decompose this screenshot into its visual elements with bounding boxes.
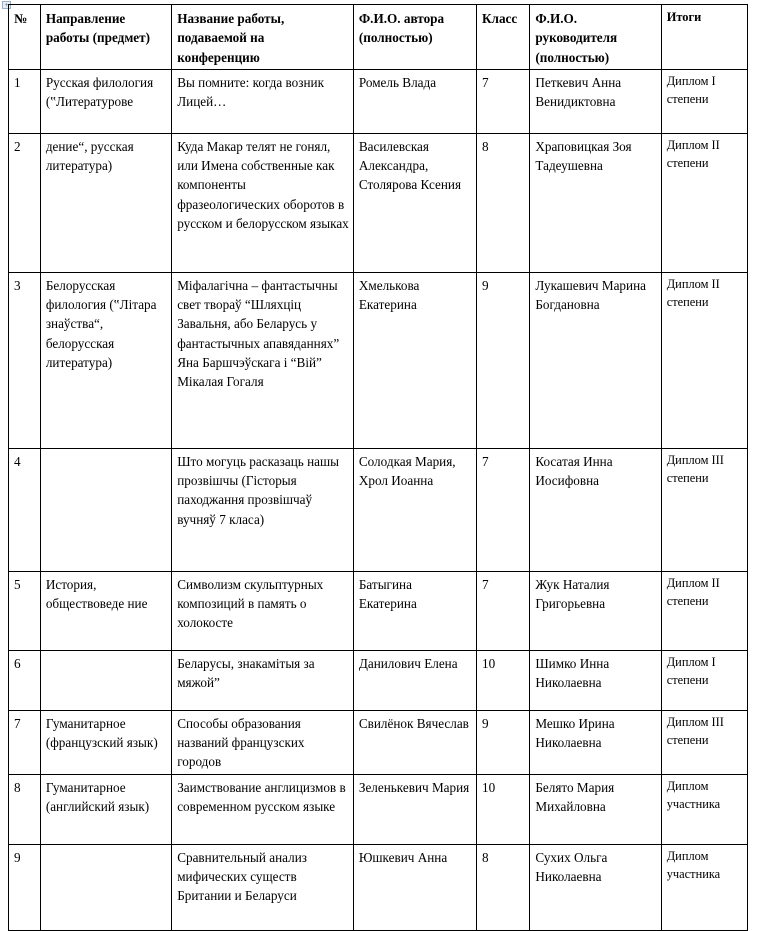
cell-grade-text: 8 bbox=[482, 138, 489, 154]
cell-grade-text: 9 bbox=[482, 715, 489, 731]
cell-field-text: Белорусская филология (‟Літара знаўства“, белорусская литература) bbox=[45, 277, 157, 370]
cell-author-text: Данилович Елена bbox=[358, 655, 458, 671]
cell-field-text: Гуманитарное (французский язык) bbox=[45, 715, 158, 751]
cell-author-text: Зеленькевич Мария bbox=[358, 779, 470, 795]
cell-field bbox=[40, 844, 171, 930]
column-header-field: Направление работы (предмет) bbox=[40, 5, 171, 70]
cell-result bbox=[661, 650, 747, 710]
cell-field-text: История, обществоведе ние bbox=[45, 576, 148, 612]
column-header-author: Ф.И.О. автора (полностью) bbox=[353, 5, 476, 70]
cell-number bbox=[9, 69, 41, 133]
cell-title bbox=[172, 774, 354, 844]
column-header-grade: Класс bbox=[477, 5, 530, 70]
cell-field bbox=[40, 272, 171, 448]
cell-number-text: 5 bbox=[14, 576, 21, 592]
cell-result bbox=[661, 571, 747, 650]
cell-grade bbox=[477, 650, 530, 710]
cell-title-text: Вы помните: когда возник Лицей… bbox=[177, 74, 324, 110]
cell-field bbox=[40, 69, 171, 133]
cell-field-text: Русская филология (‟Литературове bbox=[45, 74, 154, 110]
cell-result-text: Диплом II степени bbox=[666, 276, 720, 309]
cell-title bbox=[172, 69, 354, 133]
table-header bbox=[9, 5, 748, 70]
cell-supervisor bbox=[530, 571, 661, 650]
cell-field bbox=[40, 710, 171, 774]
cell-title-text: Што могуць расказаць нашы прозвішчы (Гісторыя паходжання прозвішчаў вучняў 7 класа) bbox=[177, 453, 339, 527]
cell-field bbox=[40, 133, 171, 272]
cell-result bbox=[661, 69, 747, 133]
cell-author bbox=[353, 272, 476, 448]
cell-author bbox=[353, 710, 476, 774]
table-row bbox=[9, 650, 748, 710]
cell-result bbox=[661, 710, 747, 774]
cell-grade bbox=[477, 844, 530, 930]
cell-author-text: Батыгина Екатерина bbox=[358, 576, 417, 612]
column-header-result: Итоги bbox=[661, 5, 747, 70]
cell-number bbox=[9, 650, 41, 710]
cell-title-text: Способы образования названий французских городов bbox=[177, 715, 305, 770]
cell-title-text: Беларусы, знакамітыя за мяжой” bbox=[177, 655, 315, 691]
cell-supervisor-text: Жук Наталия Григорьевна bbox=[535, 576, 610, 612]
cell-field bbox=[40, 774, 171, 844]
cell-number-text: 9 bbox=[14, 849, 21, 865]
cell-field-text: дение“, русская литература) bbox=[45, 138, 134, 174]
table-row bbox=[9, 710, 748, 774]
column-header-number: № bbox=[9, 5, 41, 70]
cell-result-text: Диплом III степени bbox=[666, 714, 724, 747]
cell-number bbox=[9, 571, 41, 650]
cell-number bbox=[9, 133, 41, 272]
cell-field-text: Гуманитарное (английский язык) bbox=[45, 779, 150, 814]
table-row bbox=[9, 69, 748, 133]
cell-number-text: 6 bbox=[14, 655, 21, 671]
cell-supervisor bbox=[530, 69, 661, 133]
cell-result-text: Диплом участника bbox=[666, 848, 721, 881]
cell-title-text: Куда Макар телят не гонял, или Имена собственные как компоненты фразеологических оборотов в русском и белорусском языках bbox=[177, 138, 349, 231]
cell-number-text: 8 bbox=[14, 779, 21, 795]
cell-grade-text: 10 bbox=[482, 779, 496, 795]
scroll-marker[interactable]: + bbox=[2, 1, 11, 9]
cell-title bbox=[172, 448, 354, 571]
cell-result bbox=[661, 133, 747, 272]
cell-title bbox=[172, 571, 354, 650]
cell-supervisor bbox=[530, 448, 661, 571]
cell-author bbox=[353, 650, 476, 710]
cell-result-text: Диплом I степени bbox=[666, 73, 716, 106]
cell-grade bbox=[477, 133, 530, 272]
table-body bbox=[9, 69, 748, 930]
cell-author bbox=[353, 69, 476, 133]
cell-supervisor-text: Белято Мария Михайловна bbox=[535, 779, 615, 814]
cell-author-text: Ромель Влада bbox=[358, 74, 437, 90]
cell-number-text: 7 bbox=[14, 715, 21, 731]
cell-supervisor bbox=[530, 650, 661, 710]
cell-result-text: Диплом II степени bbox=[666, 137, 720, 170]
cell-title bbox=[172, 844, 354, 930]
cell-author bbox=[353, 774, 476, 844]
cell-supervisor bbox=[530, 133, 661, 272]
cell-result bbox=[661, 272, 747, 448]
cell-result bbox=[661, 448, 747, 571]
cell-supervisor-text: Сухих Ольга Николаевна bbox=[535, 849, 608, 884]
cell-supervisor-text: Петкевич Анна Венидиктовна bbox=[535, 74, 622, 110]
cell-author-text: Солодкая Мария, Хрол Иоанна bbox=[358, 453, 456, 489]
cell-result-text: Диплом I степени bbox=[666, 654, 716, 687]
cell-grade bbox=[477, 571, 530, 650]
cell-number-text: 2 bbox=[14, 138, 21, 154]
cell-title bbox=[172, 710, 354, 774]
table-row bbox=[9, 571, 748, 650]
table-row bbox=[9, 133, 748, 272]
cell-supervisor-text: Лукашевич Марина Богдановна bbox=[535, 277, 646, 313]
cell-title-text: Символизм скульптурных композиций в память о холокосте bbox=[177, 576, 324, 631]
cell-supervisor bbox=[530, 774, 661, 844]
cell-grade-text: 7 bbox=[482, 453, 489, 469]
cell-supervisor bbox=[530, 844, 661, 930]
cell-number bbox=[9, 844, 41, 930]
cell-supervisor bbox=[530, 272, 661, 448]
conference-results-table bbox=[8, 4, 748, 931]
cell-grade bbox=[477, 448, 530, 571]
cell-title bbox=[172, 133, 354, 272]
cell-result-text: Диплом участника bbox=[666, 778, 721, 811]
table-row bbox=[9, 774, 748, 844]
cell-result-text: Диплом III степени bbox=[666, 452, 724, 485]
cell-number bbox=[9, 774, 41, 844]
cell-supervisor-text: Косатая Инна Иосифовна bbox=[535, 453, 613, 489]
cell-grade bbox=[477, 710, 530, 774]
cell-author-text: Хмелькова Екатерина bbox=[358, 277, 420, 313]
column-header-supervisor: Ф.И.О. руководителя (полностью) bbox=[530, 5, 661, 70]
table-row bbox=[9, 272, 748, 448]
cell-number-text: 4 bbox=[14, 453, 21, 469]
cell-title-text: Сравнительный анализ мифических существ Британии и Беларуси bbox=[177, 849, 307, 904]
cell-grade-text: 9 bbox=[482, 277, 489, 293]
cell-grade-text: 8 bbox=[482, 849, 489, 865]
cell-author-text: Василевская Александра, Столярова Ксения bbox=[358, 138, 462, 193]
cell-number bbox=[9, 448, 41, 571]
cell-author bbox=[353, 133, 476, 272]
cell-supervisor-text: Шимко Инна Николаевна bbox=[535, 655, 610, 691]
cell-grade bbox=[477, 774, 530, 844]
cell-result-text: Диплом II степени bbox=[666, 575, 720, 608]
cell-author bbox=[353, 571, 476, 650]
cell-author-text: Юшкевич Анна bbox=[358, 849, 448, 865]
cell-author bbox=[353, 448, 476, 571]
cell-title-text: Міфалагічна – фантастычны свет твораў “Шляхціц Завальня, або Беларусь у фантастычных апавяданнях” Яна Баршчэўскага і “Вій” Мікалая Гогаля bbox=[177, 277, 340, 390]
cell-result bbox=[661, 844, 747, 930]
cell-grade-text: 7 bbox=[482, 74, 489, 90]
cell-number bbox=[9, 710, 41, 774]
cell-grade bbox=[477, 69, 530, 133]
cell-grade-text: 10 bbox=[482, 655, 496, 671]
cell-supervisor bbox=[530, 710, 661, 774]
cell-field bbox=[40, 571, 171, 650]
table-row bbox=[9, 448, 748, 571]
cell-supervisor-text: Мешко Ирина Николаевна bbox=[535, 715, 615, 751]
cell-title bbox=[172, 272, 354, 448]
cell-title-text: Заимствование англицизмов в современном русском языке bbox=[177, 779, 346, 814]
cell-field bbox=[40, 448, 171, 571]
column-header-title: Название работы, подаваемой на конференцию bbox=[172, 5, 354, 70]
cell-author bbox=[353, 844, 476, 930]
cell-number-text: 1 bbox=[14, 74, 21, 90]
cell-field bbox=[40, 650, 171, 710]
table-row bbox=[9, 844, 748, 930]
cell-result bbox=[661, 774, 747, 844]
cell-number bbox=[9, 272, 41, 448]
cell-author-text: Свилёнок Вячеслав bbox=[358, 715, 469, 731]
cell-title bbox=[172, 650, 354, 710]
header-row bbox=[9, 5, 748, 70]
cell-supervisor-text: Храповицкая Зоя Тадеушевна bbox=[535, 138, 632, 174]
cell-grade-text: 7 bbox=[482, 576, 489, 592]
cell-grade bbox=[477, 272, 530, 448]
cell-number-text: 3 bbox=[14, 277, 21, 293]
